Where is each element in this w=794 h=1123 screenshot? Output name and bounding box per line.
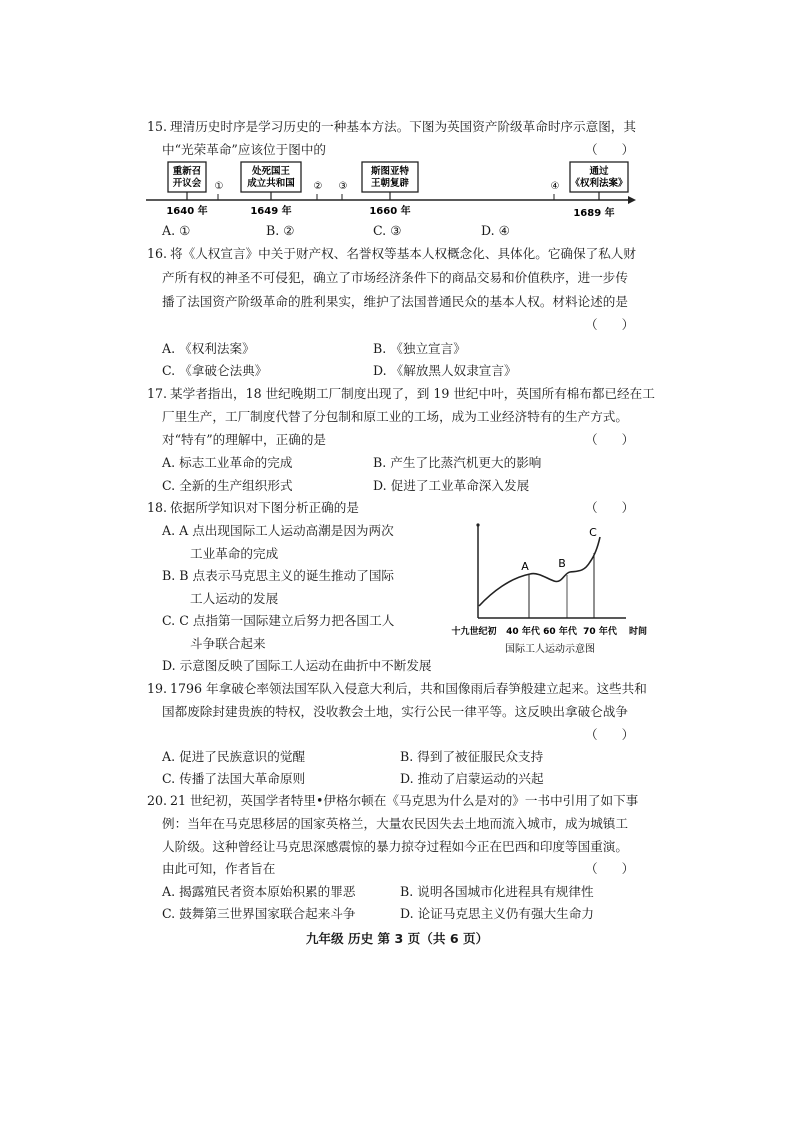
q19-option-c[interactable]: C. 传播了法国大革命原则 — [162, 771, 306, 786]
q18-xtick-2: 40 年代 — [506, 627, 540, 637]
q20-line3: 人阶级。这种曾经让马克思深感震惊的暴力掠夺过程如今正在巴西和印度等国重演。 — [162, 839, 628, 854]
q19-option-a[interactable]: A. 促进了民族意识的觉醒 — [162, 749, 306, 764]
q15-event-1: 重新召 — [172, 166, 202, 177]
q15-marker-4: ④ — [550, 181, 560, 192]
q16-option-a[interactable]: A. 《权利法案》 — [162, 341, 255, 356]
svg-text:王朝复辟: 王朝复辟 — [370, 178, 410, 189]
q18-point-a: A — [521, 560, 529, 573]
q15-event-2: 处死国王 — [251, 166, 291, 177]
q19-number: 19. — [147, 681, 168, 696]
q20-number: 20. — [147, 793, 168, 808]
q18-xtick-1: 十九世纪初 — [451, 627, 497, 637]
q15-year-4: 1689 年 — [573, 208, 615, 218]
q19-option-b[interactable]: B. 得到了被征服民众支持 — [400, 749, 544, 764]
q16-option-c[interactable]: C. 《拿破仑法典》 — [162, 363, 268, 378]
q20-answer-paren: （ ） — [585, 861, 635, 876]
q18-curve — [479, 537, 600, 606]
q18-option-c[interactable]: C. C 点指第一国际建立后努力把各国工人 — [162, 613, 395, 628]
q17-line3: 对“特有”的理解中，正确的是 — [162, 432, 327, 447]
q15-year-2: 1649 年 — [250, 206, 292, 217]
q15-line2: 中“光荣革命”应该位于图中的 — [162, 142, 327, 157]
q18-option-a[interactable]: A. A 点出现国际工人运动高潮是因为两次 — [162, 523, 394, 538]
q18-option-b[interactable]: B. B 点表示马克思主义的诞生推动了国际 — [162, 568, 395, 583]
q15-line1: 理清历史时序是学习历史的一种基本方法。下图为英国资产阶级革命时序示意图，其 — [170, 119, 636, 134]
q16-answer-paren: （ ） — [585, 317, 635, 332]
q19-answer-paren: （ ） — [585, 727, 635, 742]
svg-text:《权利法案》: 《权利法案》 — [570, 178, 628, 189]
svg-text:开议会: 开议会 — [172, 178, 202, 189]
q20-option-a[interactable]: A. 揭露殖民者资本原始积累的罪恶 — [162, 884, 356, 899]
q17-option-b[interactable]: B. 产生了比蒸汽机更大的影响 — [373, 455, 542, 470]
q20-option-d[interactable]: D. 论证马克思主义仍有强大生命力 — [400, 906, 594, 921]
q20-option-c[interactable]: C. 鼓舞第三世界国家联合起来斗争 — [162, 906, 356, 921]
q16-line1: 将《人权宣言》中关于财产权、名誉权等基本人权概念化、具体化。它确保了私人财 — [170, 246, 636, 261]
q18-number: 18. — [147, 500, 168, 515]
q15-marker-3: ③ — [338, 181, 348, 192]
q18-option-d[interactable]: D. 示意图反映了国际工人运动在曲折中不断发展 — [162, 658, 432, 673]
q15-event-4: 通过 — [589, 166, 609, 177]
q17-number: 17. — [147, 386, 168, 401]
q15-option-c[interactable]: C. ③ — [373, 223, 402, 238]
q18-option-c-cont: 斗争联合起来 — [190, 636, 266, 651]
q15-option-b[interactable]: B. ② — [266, 223, 295, 238]
q15-marker-2: ② — [313, 181, 323, 192]
q16-line2: 产所有权的神圣不可侵犯，确立了市场经济条件下的商品交易和价值秩序，进一步传 — [162, 270, 628, 285]
q15-year-1: 1640 年 — [166, 206, 208, 217]
q18-xtick-4: 70 年代 — [583, 627, 617, 637]
q20-line4: 由此可知，作者旨在 — [162, 861, 276, 876]
q15-timeline-diagram — [140, 160, 640, 218]
q20-line2: 例：当年在马克思移居的国家英格兰，大量农民因失去土地而流入城市，成为城镇工 — [162, 816, 628, 831]
q17-option-c[interactable]: C. 全新的生产组织形式 — [162, 478, 293, 493]
q20-line1: 21 世纪初，英国学者特里•伊格尔顿在《马克思为什么是对的》一书中引用了如下事 — [170, 793, 639, 808]
q15-marker-1: ① — [214, 181, 224, 192]
q18-xtick-3: 60 年代 — [543, 627, 577, 637]
q18-answer-paren: （ ） — [585, 500, 635, 515]
q16-option-d[interactable]: D. 《解放黑人奴隶宣言》 — [373, 363, 517, 378]
q17-line1: 某学者指出，18 世纪晚期工厂制度出现了，到 19 世纪中叶，英国所有棉布都已经在工 — [170, 386, 655, 401]
q15-option-d[interactable]: D. ④ — [481, 223, 510, 238]
q16-number: 16. — [147, 246, 168, 261]
q19-line2: 国都废除封建贵族的特权，没收教会土地，实行公民一律平等。这反映出拿破仑战争 — [162, 704, 628, 719]
q18-point-b: B — [558, 557, 566, 570]
q18-option-b-cont: 工人运动的发展 — [190, 591, 279, 606]
q18-option-a-cont: 工业革命的完成 — [190, 546, 279, 561]
q15-event-3: 斯图亚特 — [370, 166, 410, 177]
q20-option-b[interactable]: B. 说明各国城市化进程具有规律性 — [400, 884, 594, 899]
q18-movement-graph — [450, 518, 670, 658]
q16-option-b[interactable]: B. 《独立宣言》 — [373, 341, 466, 356]
q15-option-a[interactable]: A. ① — [162, 223, 191, 238]
q19-option-d[interactable]: D. 推动了启蒙运动的兴起 — [400, 771, 544, 786]
q17-answer-paren: （ ） — [585, 432, 635, 447]
q16-line3: 播了法国资产阶级革命的胜利果实，维护了法国普通民众的基本人权。材料论述的是 — [162, 294, 628, 309]
q18-line1: 依据所学知识对下图分析正确的是 — [170, 500, 359, 515]
q19-line1: 1796 年拿破仑率领法国军队入侵意大利后，共和国像雨后春笋般建立起来。这些共和 — [170, 681, 647, 696]
svg-text:成立共和国: 成立共和国 — [247, 178, 295, 189]
q17-option-d[interactable]: D. 促进了工业革命深入发展 — [373, 478, 530, 493]
q15-number: 15. — [147, 119, 168, 134]
page-footer: 九年级 历史 第 3 页（共 6 页） — [305, 931, 489, 946]
q15-answer-paren: （ ） — [585, 142, 635, 157]
q18-xtick-5: 时间 — [628, 627, 648, 637]
q17-option-a[interactable]: A. 标志工业革命的完成 — [162, 455, 293, 470]
q18-point-c: C — [589, 526, 597, 539]
q17-line2: 厂里生产，工厂制度代替了分包制和原工业的工场，成为工业经济特有的生产方式。 — [162, 409, 628, 424]
q18-graph-caption: 国际工人运动示意图 — [505, 644, 595, 655]
q15-year-3: 1660 年 — [369, 206, 411, 217]
